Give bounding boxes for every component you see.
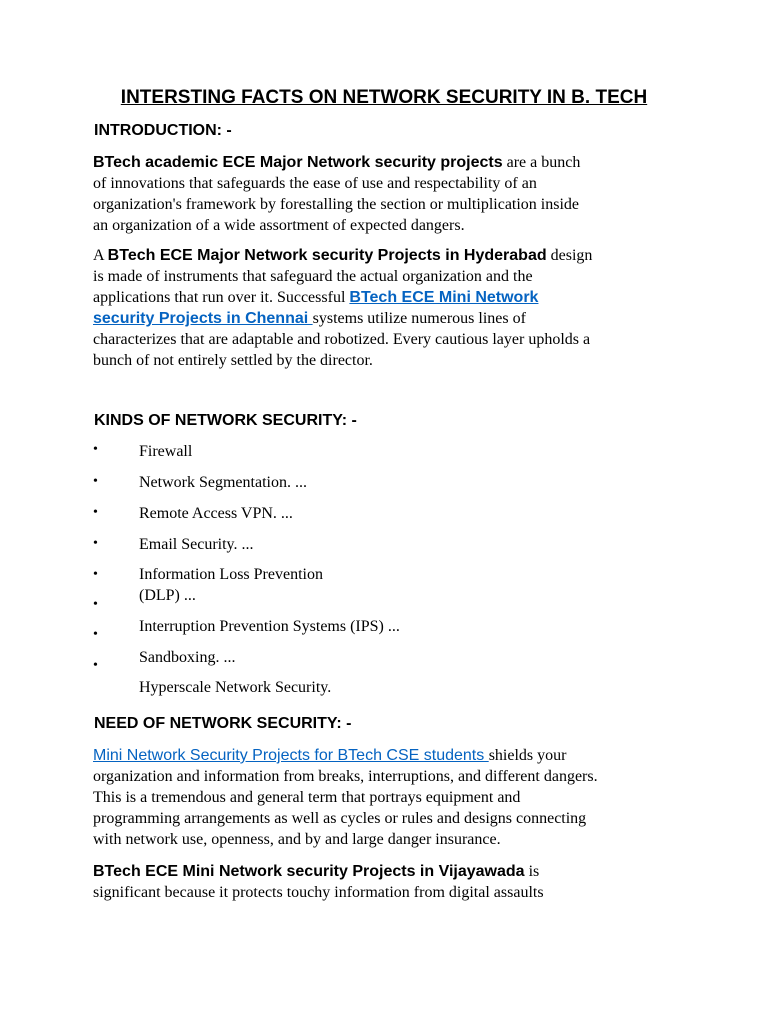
- intro-p2-bold: BTech ECE Major Network security Projects in Hyderabad: [107, 247, 547, 264]
- need-p2-bold: BTech ECE Mini Network security Projects in Vijayawada: [93, 863, 525, 880]
- bullet-2: •: [93, 474, 98, 489]
- kind-item-hyperscale: Hyperscale Network Security.: [139, 679, 332, 696]
- intro-p2-line-4-rest: systems utilize numerous lines of: [312, 310, 526, 327]
- kinds-heading: KINDS OF NETWORK SECURITY: -: [94, 412, 357, 429]
- intro-paragraph-2: [93, 245, 683, 371]
- need-p1-line-4: programming arrangements as well as cycles or rules and designs connecting: [93, 810, 587, 827]
- intro-p1-line-4: an organization of a wide assortment of expected dangers.: [93, 217, 465, 234]
- kind-item-firewall: Firewall: [139, 443, 193, 460]
- chennai-projects-link-part-1[interactable]: BTech ECE Mini Network: [349, 289, 539, 306]
- intro-p1-line-1: [93, 152, 683, 173]
- need-p1-line-3: This is a tremendous and general term that portrays equipment and: [93, 789, 521, 806]
- need-p1-line-1: [93, 745, 683, 766]
- bullet-3: •: [93, 505, 98, 520]
- intro-p2-line-1-rest: design: [546, 247, 593, 264]
- bullet-4: •: [93, 536, 98, 551]
- need-paragraph-2: [93, 861, 683, 903]
- intro-p2-line-2: is made of instruments that safeguard the actual organization and the: [93, 268, 533, 285]
- cse-projects-link[interactable]: Mini Network Security Projects for BTech CSE students: [93, 747, 489, 764]
- intro-p1-line-2: of innovations that safeguards the ease of use and respectability of an: [93, 175, 537, 192]
- kind-item-ips: Interruption Prevention Systems (IPS) ...: [139, 618, 400, 635]
- need-p1-line-2: organization and information from breaks, interruptions, and different dangers.: [93, 768, 598, 785]
- intro-p2-line-4: [93, 308, 683, 329]
- kind-item-dlp-cont: (DLP) ...: [139, 587, 196, 604]
- kind-item-segmentation: Network Segmentation. ...: [139, 474, 307, 491]
- intro-p1-line-3: organization's framework by forestalling the section or multiplication inside: [93, 196, 580, 213]
- bullet-6: •: [93, 597, 98, 612]
- bullet-1: •: [93, 442, 98, 457]
- bullet-5: •: [93, 567, 98, 582]
- need-p2-line-1: [93, 861, 683, 882]
- need-p1-line-5: with network use, openness, and by and large danger insurance.: [93, 831, 501, 848]
- bullet-7: •: [93, 627, 98, 642]
- intro-p2-line-1: [93, 245, 683, 266]
- intro-p2-prefix: A: [93, 247, 108, 264]
- kind-item-email: Email Security. ...: [139, 536, 254, 553]
- kind-item-dlp: Information Loss Prevention: [139, 566, 323, 583]
- need-p2-line-1-rest: is: [524, 863, 540, 880]
- need-p2-line-2: significant because it protects touchy information from digital assaults: [93, 884, 544, 901]
- intro-p1-bold: BTech academic ECE Major Network security projects: [93, 154, 503, 171]
- intro-p2-line-6: bunch of not entirely settled by the director.: [93, 352, 373, 369]
- intro-paragraph-1: [93, 152, 683, 236]
- kind-item-vpn: Remote Access VPN. ...: [139, 505, 293, 522]
- intro-p2-line-3-text: applications that run over it. Successful: [93, 289, 350, 306]
- chennai-projects-link-part-2[interactable]: security Projects in Chennai: [93, 310, 313, 327]
- intro-p2-line-5: characterizes that are adaptable and robotized. Every cautious layer upholds a: [93, 331, 591, 348]
- bullet-8: •: [93, 658, 98, 673]
- document-title: INTERSTING FACTS ON NETWORK SECURITY IN B. TECH: [120, 87, 648, 108]
- need-paragraph-1: [93, 745, 683, 850]
- intro-p2-line-3: [93, 287, 683, 308]
- kind-item-sandboxing: Sandboxing. ...: [139, 649, 236, 666]
- need-p1-line-1-rest: shields your: [488, 747, 567, 764]
- introduction-heading: INTRODUCTION: -: [94, 122, 232, 139]
- intro-p1-line-1-rest: are a bunch: [502, 154, 581, 171]
- need-heading: NEED OF NETWORK SECURITY: -: [94, 715, 352, 732]
